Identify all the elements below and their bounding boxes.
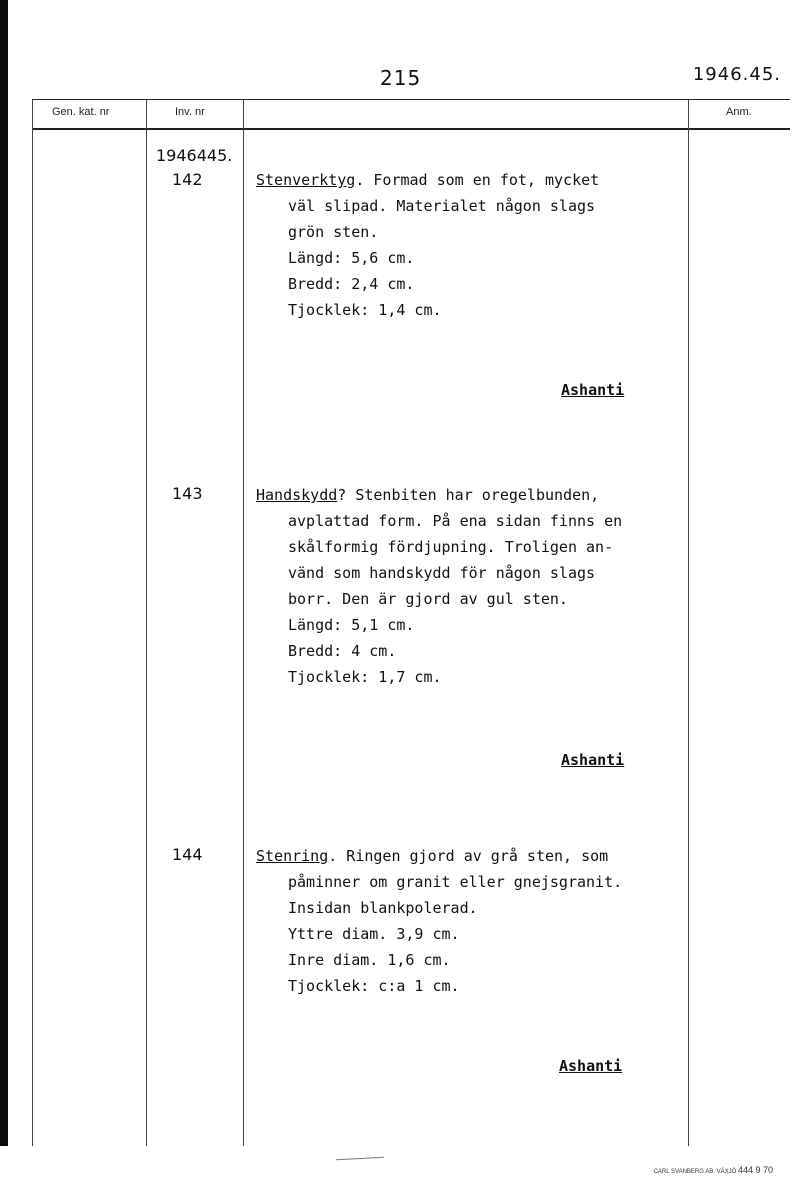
table-left-border (32, 100, 33, 1146)
entry-origin: Ashanti (561, 751, 625, 769)
entry-first-line-text: . Formad som en fot, mycket (355, 171, 600, 189)
entry-first-line (256, 482, 686, 508)
entry-line: påminner om granit eller gnejsgranit. (288, 873, 623, 891)
inventory-year: 1946445. (156, 146, 233, 165)
inventory-number: 143 (172, 484, 203, 503)
entry-line: avplattad form. På ena sidan finns en (288, 512, 623, 530)
entry-origin: Ashanti (559, 1057, 623, 1075)
entry-line: Insidan blankpolerad. (288, 899, 478, 917)
entry-line: Tjocklek: c:a 1 cm. (288, 977, 460, 995)
printer-name: CARL SVANBERG AB. VÄXJÖ (653, 1169, 737, 1175)
pencil-stroke (336, 1157, 384, 1161)
entry-line: Längd: 5,1 cm. (288, 616, 415, 634)
entry-line: Inre diam. 1,6 cm. (288, 951, 451, 969)
entry-line: Tjocklek: 1,7 cm. (288, 668, 442, 686)
binding-edge (0, 0, 8, 1146)
page-number: 215 (380, 66, 422, 90)
form-code: 444 9 70 (737, 1165, 773, 1175)
accession-number-header: 1946.45. (692, 64, 781, 85)
catalog-entry (256, 167, 686, 323)
catalog-entry (256, 482, 686, 690)
entry-line: Tjocklek: 1,4 cm. (288, 301, 442, 319)
entry-line: vänd som handskydd för någon slags (288, 564, 596, 582)
entry-line: Längd: 5,6 cm. (288, 249, 415, 267)
entry-line: Bredd: 4 cm. (288, 642, 397, 660)
column-header-inv: Inv. nr (175, 106, 205, 118)
inventory-number: 142 (172, 170, 203, 189)
entry-first-line (256, 167, 686, 193)
entry-origin: Ashanti (561, 381, 625, 399)
entry-line: Yttre diam. 3,9 cm. (288, 925, 460, 943)
inventory-number: 144 (172, 845, 203, 864)
entry-line: skålformig fördjupning. Troligen an- (288, 538, 614, 556)
entry-first-line-text: . Ringen gjord av grå sten, som (328, 847, 609, 865)
entry-line: grön sten. (288, 223, 379, 241)
entry-line: Bredd: 2,4 cm. (288, 275, 415, 293)
column-divider-desc-anm (688, 100, 689, 1146)
column-divider-gen-inv (146, 100, 147, 1146)
column-divider-inv-desc (243, 100, 244, 1146)
entry-title: Handskydd (256, 486, 338, 504)
column-header-anm: Anm. (726, 106, 752, 118)
entry-line: borr. Den är gjord av gul sten. (288, 590, 568, 608)
column-header-gen-kat: Gen. kat. nr (52, 106, 110, 118)
entry-first-line (256, 843, 686, 869)
entry-line: väl slipad. Materialet någon slags (288, 197, 596, 215)
entry-title: Stenverktyg (256, 171, 356, 189)
printer-imprint (654, 1165, 773, 1175)
entry-title: Stenring (256, 847, 329, 865)
entry-first-line-text: ? Stenbiten har oregelbunden, (337, 486, 600, 504)
catalog-entry (256, 843, 686, 999)
